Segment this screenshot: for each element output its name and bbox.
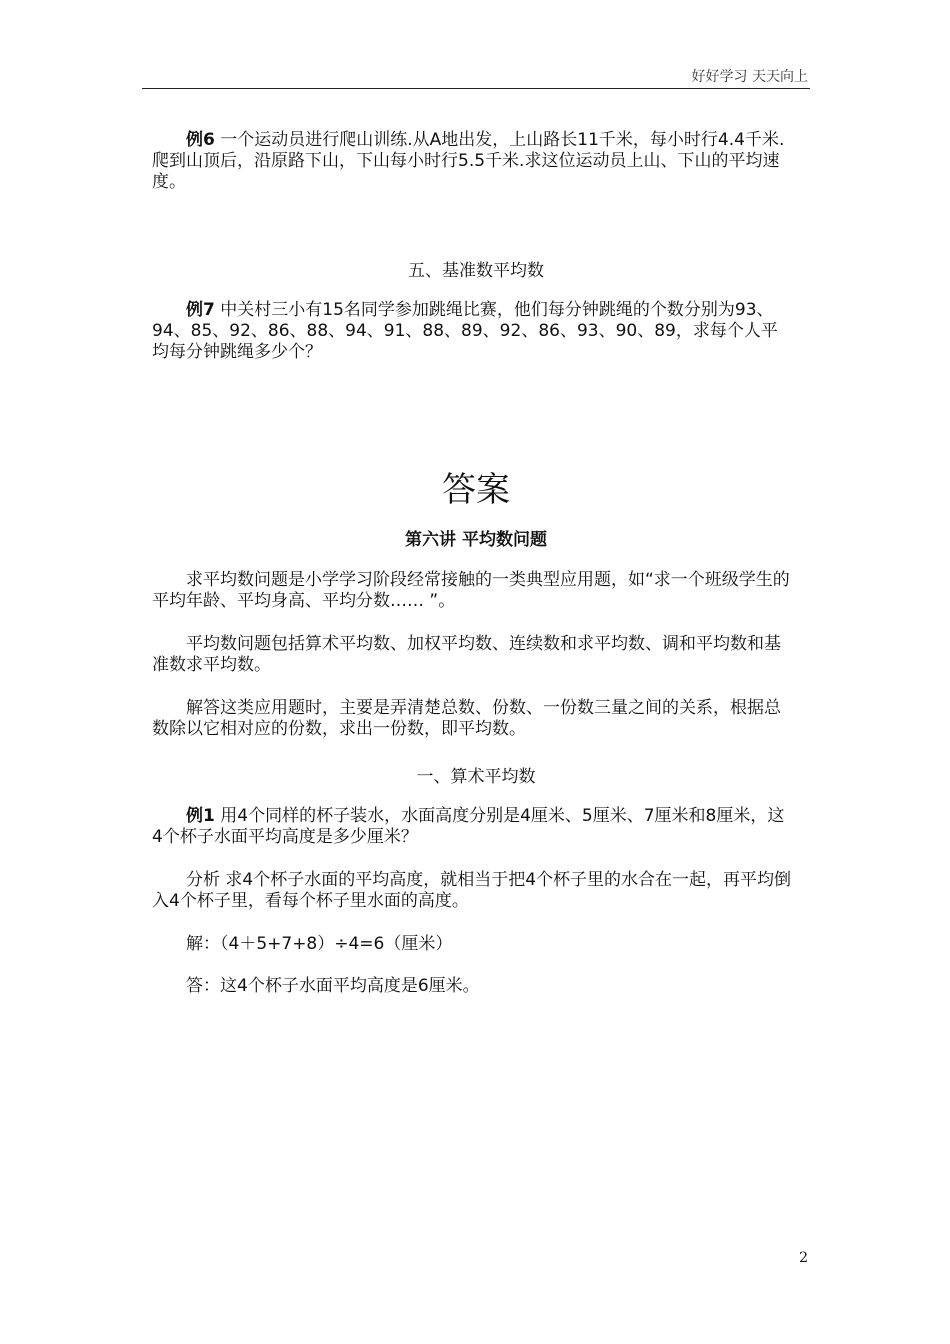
section-1-title: 一、算术平均数 (416, 767, 536, 787)
header-divider (142, 88, 810, 89)
example-1-analysis: 分析 求4个杯子水面的平均高度，就相当于把4个杯子里的水合在一起，再平均倒入4个杯子里，看每个杯子里水面的高度。 (152, 870, 792, 911)
intro-paragraph-1: 求平均数问题是小学学习阶段经常接触的一类典型应用题，如“求一个班级学生的平均年龄、平均身高、平均分数…… ”。 (152, 570, 790, 611)
example-1 (152, 806, 792, 848)
example-6 (152, 130, 792, 193)
example-1-answer: 答：这4个杯子水面平均高度是6厘米。 (186, 976, 480, 996)
lecture-title: 第六讲 平均数问题 (405, 530, 547, 550)
example-6-text: 一个运动员进行爬山训练.从A地出发，上山路长11千米，每小时行4.4千米.爬到山顶后，沿原路下山，下山每小时行5.5千米.求这位运动员上山、下山的平均速度。 (152, 130, 785, 192)
example-1-label: 例1 (186, 806, 215, 826)
example-7 (152, 300, 792, 363)
example-7-label: 例7 (186, 300, 215, 320)
section-5-title: 五、基准数平均数 (408, 261, 544, 281)
intro-paragraph-3: 解答这类应用题时，主要是弄清楚总数、份数、一份数三量之间的关系，根据总数除以它相对应的份数，求出一份数，即平均数。 (152, 698, 781, 739)
example-1-text: 用4个同样的杯子装水，水面高度分别是4厘米、5厘米、7厘米和8厘米，这4个杯子水面平均高度是多少厘米？ (152, 806, 785, 847)
example-1-solution: 解：（4＋5+7+8）÷4=6（厘米） (186, 934, 453, 954)
intro-paragraph-2: 平均数问题包括算术平均数、加权平均数、连续数和求平均数、调和平均数和基准数求平均数。 (152, 634, 781, 675)
example-6-label: 例6 (186, 130, 215, 150)
answers-title: 答案 (442, 470, 510, 510)
page-header: 好好学习 天天向上 (691, 69, 808, 85)
example-7-text: 中关村三小有15名同学参加跳绳比赛，他们每分钟跳绳的个数分别为93、94、85、92、86、88、94、91、88、89、92、86、93、90、89，求每个人平均每分钟跳绳多少个？ (152, 300, 778, 362)
page-number: 2 (799, 1250, 808, 1266)
